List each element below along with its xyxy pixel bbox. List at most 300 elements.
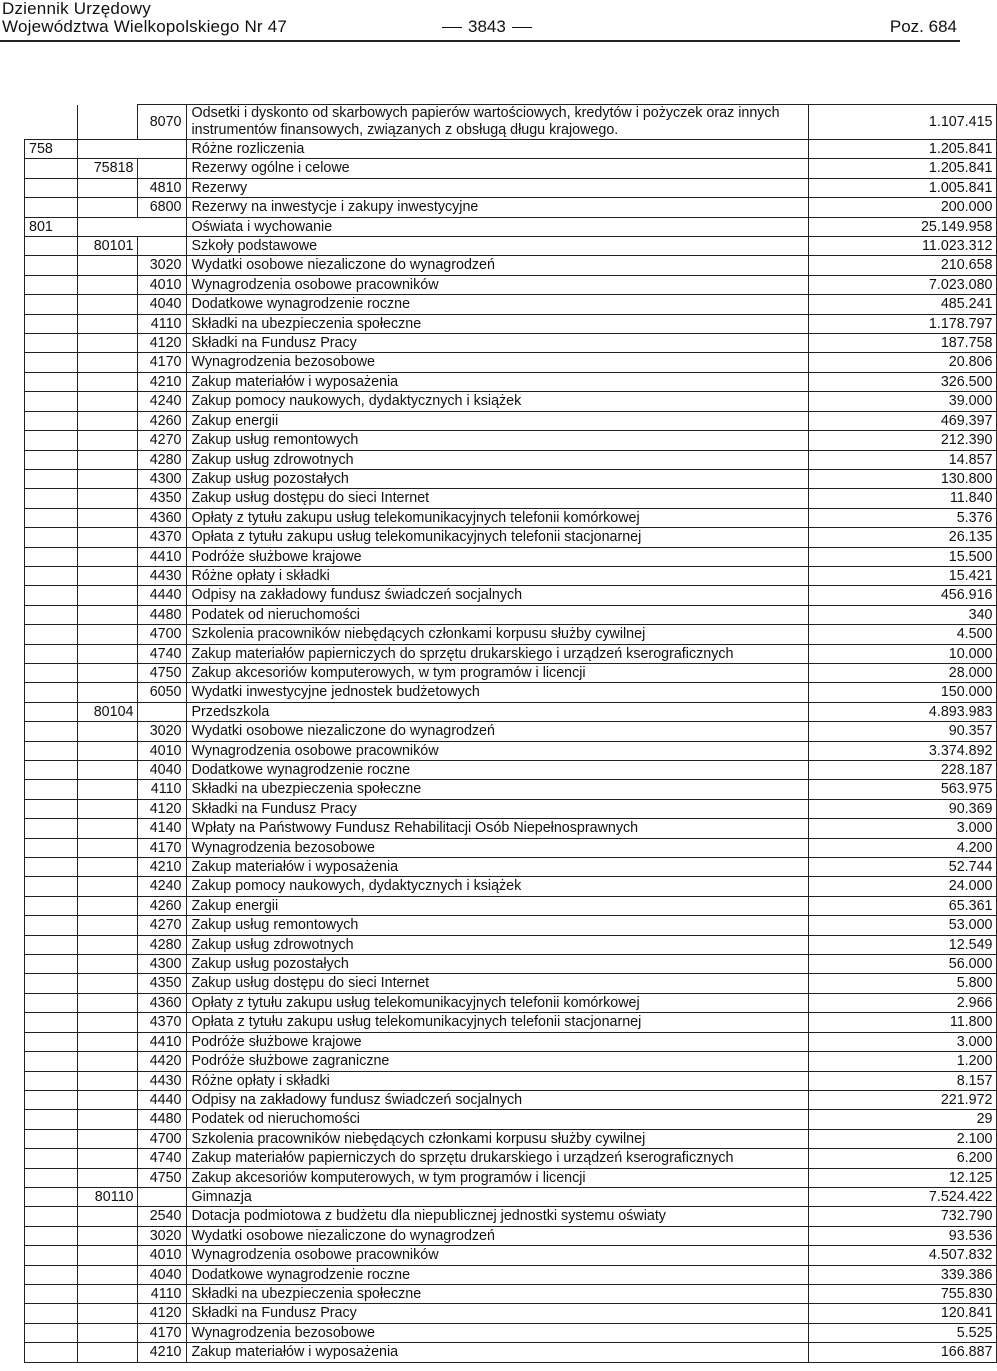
paragraf-cell: 3020 <box>137 722 186 741</box>
rozdzial-cell <box>77 993 137 1012</box>
dzial-cell <box>25 819 78 838</box>
paragraf-cell: 4240 <box>137 877 186 896</box>
nazwa-cell: Składki na ubezpieczenia społeczne <box>186 780 808 799</box>
table-row <box>25 547 997 566</box>
nazwa-cell: Zakup materiałów i wyposażenia <box>186 858 808 877</box>
nazwa-cell: Odsetki i dyskonto od skarbowych papierów wartościowych, kredytów i pożyczek oraz innych instrumentów finansowych, związanych z obsługą długu krajowego. <box>186 105 808 140</box>
dzial-cell <box>25 256 78 275</box>
paragraf-cell: 4210 <box>137 1343 186 1362</box>
kwota-cell: 5.800 <box>808 974 996 993</box>
nazwa-cell: Podróże służbowe krajowe <box>186 1032 808 1051</box>
dzial-cell <box>25 1168 78 1187</box>
kwota-cell: 5.376 <box>808 508 996 527</box>
table-row <box>25 1304 997 1323</box>
rozdzial-cell <box>77 683 137 702</box>
table-row <box>25 1129 997 1148</box>
nazwa-cell: Przedszkola <box>186 702 808 721</box>
paragraf-cell <box>137 237 186 256</box>
dzial-cell <box>25 877 78 896</box>
paragraf-cell: 4110 <box>137 314 186 333</box>
table-row <box>25 508 997 527</box>
kwota-cell: 52.744 <box>808 858 996 877</box>
nazwa-cell: Wynagrodzenia bezosobowe <box>186 1323 808 1342</box>
kwota-cell: 120.841 <box>808 1304 996 1323</box>
dzial-cell <box>25 780 78 799</box>
kwota-cell: 10.000 <box>808 644 996 663</box>
rozdzial-cell <box>77 1013 137 1032</box>
kwota-cell: 39.000 <box>808 392 996 411</box>
table-row <box>25 1323 997 1342</box>
kwota-cell: 210.658 <box>808 256 996 275</box>
kwota-cell: 469.397 <box>808 411 996 430</box>
nazwa-cell: Opłaty z tytułu zakupu usług telekomunikacyjnych telefonii komórkowej <box>186 993 808 1012</box>
nazwa-cell: Dodatkowe wynagrodzenie roczne <box>186 1265 808 1284</box>
nazwa-cell: Szkolenia pracowników niebędących członkami korpusu służby cywilnej <box>186 625 808 644</box>
table-row <box>25 644 997 663</box>
nazwa-cell: Zakup pomocy naukowych, dydaktycznych i książek <box>186 392 808 411</box>
rozdzial-cell <box>77 663 137 682</box>
table-row <box>25 1013 997 1032</box>
nazwa-cell: Zakup usług pozostałych <box>186 955 808 974</box>
table-row <box>25 625 997 644</box>
paragraf-cell: 4170 <box>137 838 186 857</box>
paragraf-cell: 4110 <box>137 1284 186 1303</box>
dzial-cell <box>25 450 78 469</box>
kwota-cell: 339.386 <box>808 1265 996 1284</box>
paragraf-cell: 4010 <box>137 1246 186 1265</box>
nazwa-cell: Zakup usług remontowych <box>186 916 808 935</box>
paragraf-cell: 4430 <box>137 1071 186 1090</box>
paragraf-cell: 4410 <box>137 1032 186 1051</box>
paragraf-cell: 4440 <box>137 1090 186 1109</box>
nazwa-cell: Składki na Fundusz Pracy <box>186 334 808 353</box>
table-row <box>25 198 997 217</box>
table-row <box>25 663 997 682</box>
nazwa-cell: Różne opłaty i składki <box>186 566 808 585</box>
kwota-cell: 3.000 <box>808 819 996 838</box>
page-header <box>0 0 960 42</box>
paragraf-cell: 4740 <box>137 644 186 663</box>
paragraf-cell: 4480 <box>137 605 186 624</box>
rozdzial-cell <box>77 1168 137 1187</box>
rozdzial-cell <box>77 1129 137 1148</box>
rozdzial-cell: 80101 <box>77 237 137 256</box>
table-row <box>25 1052 997 1071</box>
paragraf-cell: 6800 <box>137 198 186 217</box>
paragraf-cell: 4750 <box>137 663 186 682</box>
nazwa-cell: Zakup usług zdrowotnych <box>186 450 808 469</box>
rozdzial-cell <box>77 392 137 411</box>
kwota-cell: 12.125 <box>808 1168 996 1187</box>
dzial-cell <box>25 1052 78 1071</box>
dzial-cell <box>25 372 78 391</box>
kwota-cell: 28.000 <box>808 663 996 682</box>
rozdzial-cell <box>77 1110 137 1129</box>
rozdzial-cell <box>77 644 137 663</box>
nazwa-cell: Składki na Fundusz Pracy <box>186 799 808 818</box>
budget-table <box>24 104 997 1363</box>
dzial-cell <box>25 625 78 644</box>
dzial-cell <box>25 392 78 411</box>
rozdzial-cell <box>77 431 137 450</box>
dzial-cell <box>25 1265 78 1284</box>
kwota-cell: 65.361 <box>808 896 996 915</box>
rozdzial-cell <box>77 625 137 644</box>
nazwa-cell: Zakup akcesoriów komputerowych, w tym programów i licencji <box>186 663 808 682</box>
nazwa-cell: Oświata i wychowanie <box>186 217 808 236</box>
dzial-cell <box>25 586 78 605</box>
paragraf-cell: 4010 <box>137 275 186 294</box>
table-row <box>25 702 997 721</box>
dzial-cell <box>25 1129 78 1148</box>
rozdzial-cell <box>77 1284 137 1303</box>
paragraf-cell <box>137 217 186 236</box>
paragraf-cell: 4140 <box>137 819 186 838</box>
table-row <box>25 275 997 294</box>
nazwa-cell: Wydatki osobowe niezaliczone do wynagrodzeń <box>186 1226 808 1245</box>
nazwa-cell: Opłata z tytułu zakupu usług telekomunikacyjnych telefonii stacjonarnej <box>186 1013 808 1032</box>
dzial-cell <box>25 683 78 702</box>
kwota-cell: 8.157 <box>808 1071 996 1090</box>
dzial-cell <box>25 314 78 333</box>
nazwa-cell: Zakup pomocy naukowych, dydaktycznych i książek <box>186 877 808 896</box>
journal-title: Dziennik Urzędowy <box>2 0 151 18</box>
kwota-cell: 6.200 <box>808 1149 996 1168</box>
dzial-cell <box>25 237 78 256</box>
paragraf-cell: 4430 <box>137 566 186 585</box>
paragraf-cell: 2540 <box>137 1207 186 1226</box>
table-row <box>25 411 997 430</box>
rozdzial-cell <box>77 334 137 353</box>
nazwa-cell: Wpłaty na Państwowy Fundusz Rehabilitacji Osób Niepełnosprawnych <box>186 819 808 838</box>
rozdzial-cell <box>77 838 137 857</box>
dzial-cell <box>25 1013 78 1032</box>
dzial-cell <box>25 1149 78 1168</box>
page-number: 3843 <box>468 17 506 36</box>
dzial-cell <box>25 1304 78 1323</box>
paragraf-cell: 4280 <box>137 935 186 954</box>
rozdzial-cell <box>77 508 137 527</box>
table-row <box>25 935 997 954</box>
kwota-cell: 20.806 <box>808 353 996 372</box>
paragraf-cell: 4360 <box>137 993 186 1012</box>
table-row <box>25 566 997 585</box>
table-row <box>25 741 997 760</box>
paragraf-cell: 4120 <box>137 799 186 818</box>
rozdzial-cell <box>77 819 137 838</box>
rozdzial-cell <box>77 1343 137 1362</box>
paragraf-cell: 6050 <box>137 683 186 702</box>
paragraf-cell: 4480 <box>137 1110 186 1129</box>
dzial-cell <box>25 761 78 780</box>
kwota-cell: 14.857 <box>808 450 996 469</box>
nazwa-cell: Opłata z tytułu zakupu usług telekomunikacyjnych telefonii stacjonarnej <box>186 528 808 547</box>
table-row <box>25 993 997 1012</box>
paragraf-cell: 3020 <box>137 1226 186 1245</box>
rozdzial-cell <box>77 1090 137 1109</box>
table-row <box>25 450 997 469</box>
dzial-cell <box>25 1071 78 1090</box>
nazwa-cell: Zakup materiałów i wyposażenia <box>186 1343 808 1362</box>
nazwa-cell: Dodatkowe wynagrodzenie roczne <box>186 295 808 314</box>
paragraf-cell: 4410 <box>137 547 186 566</box>
dzial-cell <box>25 334 78 353</box>
paragraf-cell: 4270 <box>137 916 186 935</box>
nazwa-cell: Opłaty z tytułu zakupu usług telekomunikacyjnych telefonii komórkowej <box>186 508 808 527</box>
table-row <box>25 955 997 974</box>
dzial-cell <box>25 741 78 760</box>
nazwa-cell: Rezerwy <box>186 178 808 197</box>
dzial-cell <box>25 702 78 721</box>
kwota-cell: 25.149.958 <box>808 217 996 236</box>
table-row <box>25 295 997 314</box>
nazwa-cell: Wydatki osobowe niezaliczone do wynagrodzeń <box>186 256 808 275</box>
dzial-cell <box>25 916 78 935</box>
kwota-cell: 12.549 <box>808 935 996 954</box>
kwota-cell: 187.758 <box>808 334 996 353</box>
rozdzial-cell <box>77 314 137 333</box>
table-row <box>25 1207 997 1226</box>
kwota-cell: 56.000 <box>808 955 996 974</box>
rozdzial-cell <box>77 1052 137 1071</box>
rozdzial-cell <box>77 469 137 488</box>
kwota-cell: 563.975 <box>808 780 996 799</box>
table-row <box>25 392 997 411</box>
nazwa-cell: Składki na ubezpieczenia społeczne <box>186 314 808 333</box>
rozdzial-cell <box>77 489 137 508</box>
nazwa-cell: Odpisy na zakładowy fundusz świadczeń socjalnych <box>186 586 808 605</box>
rozdzial-cell <box>77 605 137 624</box>
table-row <box>25 916 997 935</box>
table-row <box>25 469 997 488</box>
rozdzial-cell <box>77 198 137 217</box>
kwota-cell: 1.005.841 <box>808 178 996 197</box>
table-row <box>25 1032 997 1051</box>
rozdzial-cell: 80104 <box>77 702 137 721</box>
kwota-cell: 166.887 <box>808 1343 996 1362</box>
table-row <box>25 1110 997 1129</box>
dzial-cell <box>25 411 78 430</box>
table-row <box>25 105 997 140</box>
nazwa-cell: Zakup materiałów i wyposażenia <box>186 372 808 391</box>
rozdzial-cell <box>77 935 137 954</box>
paragraf-cell: 4260 <box>137 411 186 430</box>
kwota-cell: 1.107.415 <box>808 105 996 140</box>
table-row <box>25 217 997 236</box>
rozdzial-cell: 75818 <box>77 159 137 178</box>
table-row <box>25 159 997 178</box>
table-row <box>25 140 997 159</box>
kwota-cell: 4.893.983 <box>808 702 996 721</box>
rozdzial-cell <box>77 547 137 566</box>
kwota-cell: 4.507.832 <box>808 1246 996 1265</box>
rozdzial-cell <box>77 275 137 294</box>
table-row <box>25 683 997 702</box>
nazwa-cell: Szkolenia pracowników niebędących członkami korpusu służby cywilnej <box>186 1129 808 1148</box>
rozdzial-cell <box>77 1149 137 1168</box>
paragraf-cell: 4750 <box>137 1168 186 1187</box>
kwota-cell: 485.241 <box>808 295 996 314</box>
kwota-cell: 11.840 <box>808 489 996 508</box>
table-row <box>25 1187 997 1206</box>
dzial-cell <box>25 955 78 974</box>
table-row <box>25 896 997 915</box>
dzial-cell <box>25 1284 78 1303</box>
dzial-cell <box>25 275 78 294</box>
kwota-cell: 15.421 <box>808 566 996 585</box>
dzial-cell <box>25 508 78 527</box>
nazwa-cell: Rezerwy ogólne i celowe <box>186 159 808 178</box>
nazwa-cell: Podróże służbowe krajowe <box>186 547 808 566</box>
table-row <box>25 372 997 391</box>
table-row <box>25 1265 997 1284</box>
dzial-cell <box>25 1323 78 1342</box>
dzial-cell <box>25 105 78 140</box>
dzial-cell: 758 <box>25 140 78 159</box>
kwota-cell: 755.830 <box>808 1284 996 1303</box>
nazwa-cell: Składki na ubezpieczenia społeczne <box>186 1284 808 1303</box>
rozdzial-cell <box>77 955 137 974</box>
rozdzial-cell <box>77 528 137 547</box>
nazwa-cell: Szkoły podstawowe <box>186 237 808 256</box>
nazwa-cell: Różne rozliczenia <box>186 140 808 159</box>
rozdzial-cell <box>77 741 137 760</box>
kwota-cell: 29 <box>808 1110 996 1129</box>
paragraf-cell <box>137 159 186 178</box>
table-row <box>25 314 997 333</box>
paragraf-cell: 4170 <box>137 1323 186 1342</box>
kwota-cell: 130.800 <box>808 469 996 488</box>
table-row <box>25 974 997 993</box>
nazwa-cell: Wynagrodzenia osobowe pracowników <box>186 275 808 294</box>
paragraf-cell: 4700 <box>137 1129 186 1148</box>
rozdzial-cell: 80110 <box>77 1187 137 1206</box>
kwota-cell: 26.135 <box>808 528 996 547</box>
dzial-cell <box>25 353 78 372</box>
nazwa-cell: Zakup usług dostępu do sieci Internet <box>186 489 808 508</box>
rozdzial-cell <box>77 411 137 430</box>
paragraf-cell: 4350 <box>137 974 186 993</box>
paragraf-cell: 4210 <box>137 372 186 391</box>
nazwa-cell: Wydatki osobowe niezaliczone do wynagrodzeń <box>186 722 808 741</box>
table-row <box>25 819 997 838</box>
paragraf-cell: 4300 <box>137 469 186 488</box>
rozdzial-cell <box>77 566 137 585</box>
nazwa-cell: Zakup energii <box>186 411 808 430</box>
table-row <box>25 858 997 877</box>
rozdzial-cell <box>77 761 137 780</box>
paragraf-cell: 4170 <box>137 353 186 372</box>
rozdzial-cell <box>77 722 137 741</box>
table-row <box>25 799 997 818</box>
budget-table-body <box>25 105 997 1363</box>
paragraf-cell: 4280 <box>137 450 186 469</box>
paragraf-cell: 4350 <box>137 489 186 508</box>
rozdzial-cell <box>77 1304 137 1323</box>
nazwa-cell: Zakup materiałów papierniczych do sprzętu drukarskiego i urządzeń kserograficznych <box>186 1149 808 1168</box>
page-number-block <box>436 17 538 37</box>
paragraf-cell: 4270 <box>137 431 186 450</box>
dzial-cell <box>25 528 78 547</box>
dzial-cell <box>25 431 78 450</box>
nazwa-cell: Zakup materiałów papierniczych do sprzętu drukarskiego i urządzeń kserograficznych <box>186 644 808 663</box>
dzial-cell <box>25 974 78 993</box>
dzial-cell <box>25 1032 78 1051</box>
table-row <box>25 1149 997 1168</box>
table-row <box>25 353 997 372</box>
kwota-cell: 90.357 <box>808 722 996 741</box>
table-row <box>25 334 997 353</box>
nazwa-cell: Składki na Fundusz Pracy <box>186 1304 808 1323</box>
position-number: Poz. 684 <box>889 17 957 36</box>
rozdzial-cell <box>77 295 137 314</box>
paragraf-cell: 4810 <box>137 178 186 197</box>
paragraf-cell: 4120 <box>137 334 186 353</box>
table-row <box>25 877 997 896</box>
paragraf-cell: 3020 <box>137 256 186 275</box>
table-row <box>25 1071 997 1090</box>
dzial-cell <box>25 935 78 954</box>
table-row <box>25 1226 997 1245</box>
paragraf-cell: 4240 <box>137 392 186 411</box>
nazwa-cell: Dotacja podmiotowa z budżetu dla niepublicznej jednostki systemu oświaty <box>186 1207 808 1226</box>
paragraf-cell <box>137 1187 186 1206</box>
dzial-cell <box>25 896 78 915</box>
rozdzial-cell <box>77 974 137 993</box>
nazwa-cell: Odpisy na zakładowy fundusz świadczeń socjalnych <box>186 1090 808 1109</box>
dzial-cell <box>25 993 78 1012</box>
dzial-cell <box>25 799 78 818</box>
nazwa-cell: Podróże służbowe zagraniczne <box>186 1052 808 1071</box>
nazwa-cell: Dodatkowe wynagrodzenie roczne <box>186 761 808 780</box>
kwota-cell: 456.916 <box>808 586 996 605</box>
dash-left-icon <box>442 27 462 28</box>
kwota-cell: 200.000 <box>808 198 996 217</box>
paragraf-cell: 4370 <box>137 1013 186 1032</box>
paragraf-cell: 4110 <box>137 780 186 799</box>
rozdzial-cell <box>77 353 137 372</box>
dzial-cell <box>25 858 78 877</box>
rozdzial-cell <box>77 858 137 877</box>
kwota-cell: 4.500 <box>808 625 996 644</box>
paragraf-cell: 4420 <box>137 1052 186 1071</box>
rozdzial-cell <box>77 916 137 935</box>
rozdzial-cell <box>77 178 137 197</box>
paragraf-cell: 4040 <box>137 761 186 780</box>
paragraf-cell: 4370 <box>137 528 186 547</box>
rozdzial-cell <box>77 256 137 275</box>
kwota-cell: 228.187 <box>808 761 996 780</box>
kwota-cell: 5.525 <box>808 1323 996 1342</box>
kwota-cell: 212.390 <box>808 431 996 450</box>
paragraf-cell <box>137 702 186 721</box>
nazwa-cell: Zakup energii <box>186 896 808 915</box>
dzial-cell <box>25 722 78 741</box>
rozdzial-cell <box>77 1246 137 1265</box>
dzial-cell <box>25 566 78 585</box>
dzial-cell <box>25 1343 78 1362</box>
kwota-cell: 7.524.422 <box>808 1187 996 1206</box>
nazwa-cell: Zakup usług zdrowotnych <box>186 935 808 954</box>
dzial-cell <box>25 295 78 314</box>
dzial-cell <box>25 1246 78 1265</box>
kwota-cell: 1.178.797 <box>808 314 996 333</box>
dzial-cell <box>25 1090 78 1109</box>
kwota-cell: 24.000 <box>808 877 996 896</box>
dzial-cell <box>25 198 78 217</box>
nazwa-cell: Wynagrodzenia bezosobowe <box>186 838 808 857</box>
table-row <box>25 1343 997 1362</box>
